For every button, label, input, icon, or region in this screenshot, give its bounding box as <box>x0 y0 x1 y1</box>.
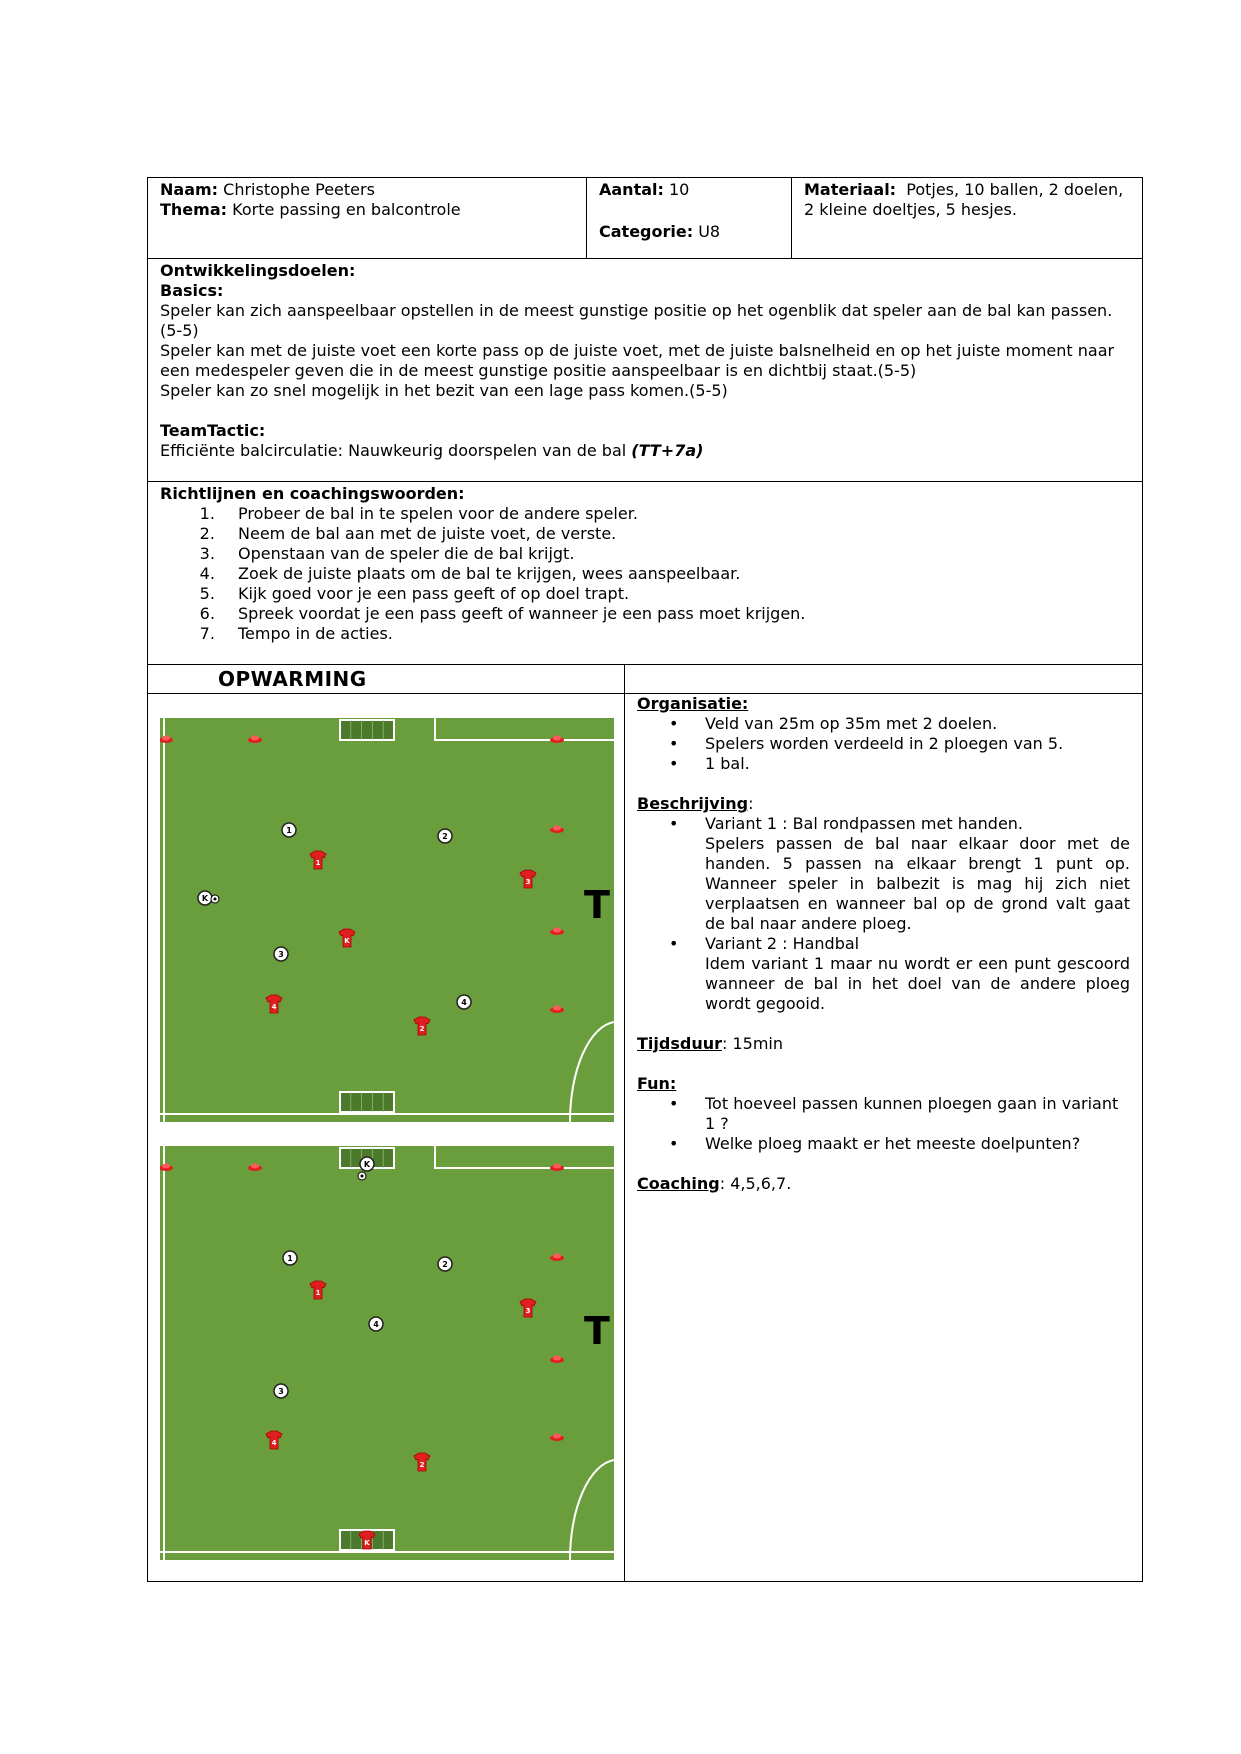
teamtactic-label: TeamTactic: <box>160 421 266 440</box>
goals-title: Ontwikkelingsdoelen: <box>160 261 356 280</box>
content-row <box>147 694 1143 1582</box>
aantal-value: 10 <box>669 180 690 199</box>
red-player-number: K <box>344 937 350 945</box>
red-player-number: 2 <box>419 1461 425 1469</box>
guideline-item: 3. Openstaan van de speler die de bal krijgt. <box>220 544 1130 564</box>
cone-top <box>553 1006 561 1011</box>
cone-top <box>553 1434 561 1439</box>
white-player-number: 3 <box>278 950 284 959</box>
guidelines-list <box>160 504 1130 644</box>
guidelines-row <box>147 482 1143 665</box>
thema-label: Thema: <box>160 200 228 219</box>
red-player-number: 4 <box>271 1439 277 1447</box>
material-cell <box>792 178 1142 258</box>
cone-top <box>553 1254 561 1259</box>
fun-label: Fun: <box>637 1074 677 1093</box>
teamtactic-text: Efficiënte balcirculatie: Nauwkeurig doorspelen van de bal <box>160 441 632 460</box>
white-player-number: 4 <box>461 998 467 1007</box>
white-player-number: 1 <box>286 826 292 835</box>
guideline-item: 7. Tempo in de acties. <box>220 624 1130 644</box>
variant-1-title: • Variant 1 : Bal rondpassen met handen. <box>705 814 1024 833</box>
goal-line: Speler kan met de juiste voet een korte pass op de juiste voet, met de juiste balsnelheid en op het juiste moment naar een medespeler geven die in de meest gunstige positie aanspeelbaar is en dichtbij staat.(5-5) <box>160 341 1115 380</box>
header-row <box>147 177 1143 259</box>
red-player-number: 3 <box>525 878 531 886</box>
guideline-item: 4. Zoek de juiste plaats om de bal te krijgen, wees aanspeelbaar. <box>220 564 1130 584</box>
guideline-item: 1. Probeer de bal in te spelen voor de andere speler. <box>220 504 1130 524</box>
fun-list <box>637 1094 1130 1154</box>
beschrijving-label: Beschrijving <box>637 794 749 813</box>
white-player-number: 4 <box>373 1320 379 1329</box>
variant-1-text: Spelers passen de bal naar elkaar door met de handen. 5 passen na elkaar brengt 1 punt op. Wanneer speler in balbezit is mag hij zich niet verplaatsen en wanneer bal op de grond valt gaat de bal naar andere ploeg. <box>705 834 1130 933</box>
tijdsduur-label: Tijdsduur <box>637 1034 722 1053</box>
white-player-number: K <box>363 1160 371 1169</box>
guideline-item: 6. Spreek voordat je een pass geeft of wanneer je een pass moet krijgen. <box>220 604 1130 624</box>
diagram-cell <box>148 694 625 1581</box>
count-category-cell <box>587 178 792 258</box>
cone-top <box>251 1164 259 1169</box>
variant-2-text: Idem variant 1 maar nu wordt er een punt gescoord wanneer de bal in het doel van de andere ploeg wordt gegooid. <box>705 954 1130 1013</box>
aantal-label: Aantal: <box>599 180 664 199</box>
organisatie-item: • Veld van 25m op 35m met 2 doelen. <box>705 714 1130 734</box>
cone-top <box>553 826 561 831</box>
variant-2 <box>705 934 1130 1014</box>
fun-item: • Welke ploeg maakt er het meeste doelpunten? <box>705 1134 1130 1154</box>
ball-icon-patch <box>361 1175 364 1178</box>
cone-top <box>553 736 561 741</box>
teamtactic-code: (TT+7a) <box>631 441 704 460</box>
cone-top <box>553 928 561 933</box>
description-cell: Organisatie: • Veld van 25m op 35m met 2 doelen. • Spelers worden verdeeld in 2 ploegen van 5. • 1 bal. Beschrijving: • Variant 1 : Bal rondpassen met handen. Spelers passen de bal naar elkaar door met de handen. 5 passen na elkaar brengt 1 punt op. Wanneer speler in balbezit is mag hij zich niet verplaatsen en wanneer bal op de grond valt gaat de bal naar andere ploeg. • Variant 2 : Handbal Idem variant 1 maar nu wordt er een punt gescoord wanneer de bal in het doel van de andere ploeg wordt gegooid. Tijdsduur: 15min Fun: • Tot hoeveel passen kunnen ploegen gaan in variant 1 ? • Welke ploeg maakt er het meeste doelpunten? Coaching: 4,5,6,7. <box>625 694 1142 1581</box>
pitch-diagram-1 <box>160 718 614 1122</box>
organisatie-item: • Spelers worden verdeeld in 2 ploegen van 5. <box>705 734 1130 754</box>
coaching-label: Coaching <box>637 1174 720 1193</box>
white-player-number: 1 <box>287 1254 293 1263</box>
organisatie-item: • 1 bal. <box>705 754 1130 774</box>
goals-row <box>147 259 1143 482</box>
red-player-number: 4 <box>271 1003 277 1011</box>
cone-top <box>553 1164 561 1169</box>
white-player-number: 3 <box>278 1387 284 1396</box>
variant-2-title: • Variant 2 : Handbal <box>705 934 860 953</box>
marker-T: T <box>584 883 610 927</box>
section-title: OPWARMING <box>148 665 625 693</box>
coaching-value: : 4,5,6,7. <box>719 1174 792 1193</box>
goal-line: Speler kan zo snel mogelijk in het bezit van een lage pass komen.(5-5) <box>160 381 728 400</box>
tijdsduur-value: : 15min <box>721 1034 783 1053</box>
guideline-item: 5. Kijk goed voor je een pass geeft of op doel trapt. <box>220 584 1130 604</box>
materiaal-value: Potjes, 10 ballen, 2 doelen, 2 kleine doeltjes, 5 hesjes. <box>804 180 1124 219</box>
categorie-label: Categorie: <box>599 222 694 241</box>
materiaal-label: Materiaal: <box>804 180 897 199</box>
pitch-grass <box>160 1146 614 1560</box>
section-title-row <box>147 665 1143 694</box>
ball-icon-patch <box>214 898 217 901</box>
basics-label: Basics: <box>160 281 224 300</box>
name-theme-cell <box>148 178 587 258</box>
beschrijving-list <box>637 814 1130 1014</box>
guidelines-title: Richtlijnen en coachingswoorden: <box>160 484 465 503</box>
goal-icon <box>340 720 394 740</box>
goal-line: Speler kan zich aanspeelbaar opstellen in de meest gunstige positie op het ogenblik dat speler aan de bal kan passen.(5-5) <box>160 301 1113 340</box>
white-player-number: K <box>201 894 209 903</box>
marker-T: T <box>584 1309 610 1353</box>
guideline-item: 2. Neem de bal aan met de juiste voet, de verste. <box>220 524 1130 544</box>
red-player-number: 3 <box>525 1307 531 1315</box>
organisatie-label: Organisatie: <box>637 694 749 713</box>
red-player-number: K <box>364 1539 370 1547</box>
pitch-grass <box>160 718 614 1122</box>
red-player-number: 1 <box>315 1289 321 1297</box>
cone-top <box>553 1356 561 1361</box>
white-player-number: 2 <box>442 1260 448 1269</box>
red-player-number: 2 <box>419 1025 425 1033</box>
organisatie-list <box>637 714 1130 774</box>
thema-value: Korte passing en balcontrole <box>232 200 461 219</box>
naam-value: Christophe Peeters <box>223 180 375 199</box>
categorie-value: U8 <box>698 222 721 241</box>
red-player-number: 1 <box>315 859 321 867</box>
cone-top <box>251 736 259 741</box>
naam-label: Naam: <box>160 180 219 199</box>
goal-icon <box>340 1092 394 1112</box>
white-player-number: 2 <box>442 832 448 841</box>
variant-1 <box>705 814 1130 934</box>
fun-item: • Tot hoeveel passen kunnen ploegen gaan in variant 1 ? <box>705 1094 1130 1134</box>
cone-top <box>162 1164 170 1169</box>
cone-top <box>162 736 170 741</box>
pitch-diagram-2 <box>160 1146 614 1560</box>
session-sheet <box>147 177 1143 1582</box>
